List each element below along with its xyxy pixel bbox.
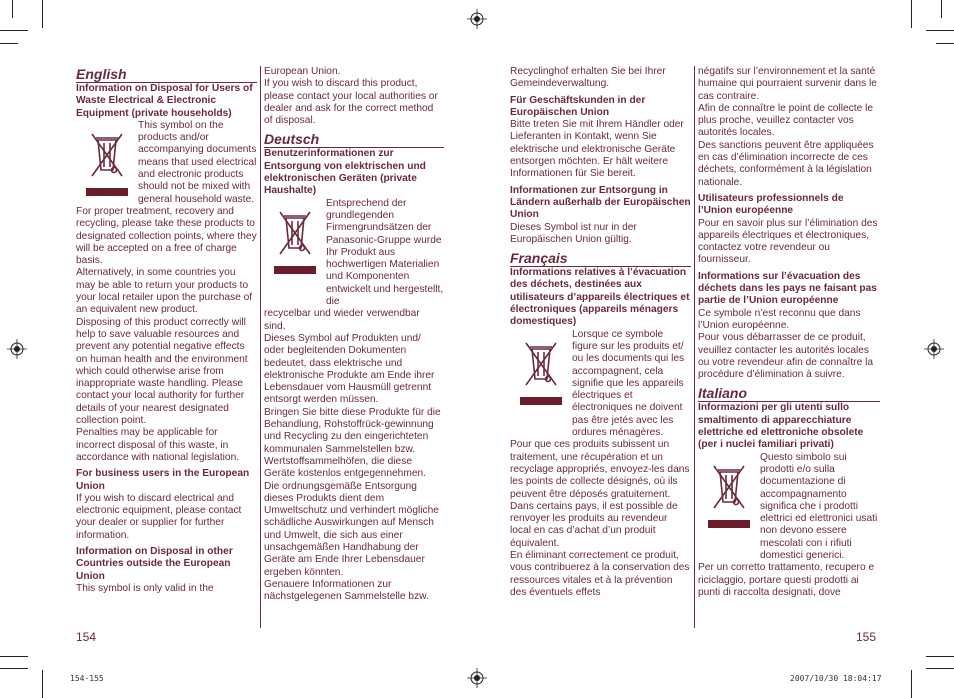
subheading: Utilisateurs professionnels de l’Union européenne	[698, 192, 844, 217]
subheading: Information on Disposal for Users of Waste Electrical & Electronic Equipment (private households)	[76, 83, 253, 119]
footer-timestamp: 2007/10/30 18:04:17	[790, 674, 882, 683]
paragraph: Recyclinghof erhalten Sie bei Ihrer Gemeindeverwaltung.	[510, 66, 666, 90]
page-number-left: 154	[76, 630, 97, 644]
crop-mark	[0, 656, 28, 657]
weee-figure	[698, 452, 880, 563]
paragraph: négatifs sur l’environnement et la santé humaine qui pourraient survenir dans le cas contraire.	[698, 66, 877, 102]
crop-mark	[926, 30, 954, 31]
paragraph: Des sanctions peuvent être appliquées en cas d’élimination incorrecte de ces déchets, conformément à la législation nationale.	[698, 139, 874, 188]
paragraph: Alternatively, in some countries you may be able to return your products to your local retailer upon the purchase of an equivalent new product.	[76, 267, 253, 316]
crop-mark	[0, 668, 28, 669]
crossed-bin-icon	[76, 120, 136, 200]
paragraph: This symbol is only valid in the	[76, 582, 214, 594]
paragraph: En éliminant correctement ce produit, vous contribuerez à la conservation des ressources vitales et à la prévention des éventuels effets	[510, 549, 690, 598]
column-francais	[510, 66, 691, 628]
paragraph: Dans certains pays, il est possible de renvoyer les produits au revendeur local en cas d’achat d’un produit équivalent.	[510, 500, 678, 549]
crop-mark	[911, 670, 912, 698]
paragraph: Ce symbole n’est reconnu que dans l’Union européenne.	[698, 307, 861, 331]
column-italiano	[698, 66, 880, 628]
column-divider	[694, 66, 695, 628]
figure-text: This symbol on the products and/or accompanying documents means that used electrical and electronic products should not be mixed with general household waste.	[138, 119, 257, 205]
paragraph: Bitte treten Sie mit Ihrem Händler oder Lieferanten in Kontakt, wenn Sie elektrische und elektronische Geräte entsorgen möchten. Er hält weitere Informationen für Sie bereit.	[510, 119, 684, 180]
registration-mark-icon	[467, 9, 487, 29]
crop-mark	[941, 0, 942, 18]
crop-mark	[42, 0, 43, 28]
paragraph: European Union.	[264, 66, 341, 77]
subheading: Informations sur l’évacuation des déchets dans les pays ne faisant pas partie de l’Union européenne	[698, 270, 877, 307]
crop-mark	[12, 0, 13, 18]
weee-figure	[264, 198, 444, 309]
paragraph: For proper treatment, recovery and recycling, please take these products to designated collection points, where they will be accepted on a free of charge basis.	[76, 205, 257, 267]
paragraph: Pour que ces produits subissent un traitement, une récupération et un recyclage appropriés, envoyez-les dans les points de collecte désignés, où ils peuvent être déposés gratuitement.	[510, 439, 690, 500]
figure-text: Entsprechend der grundlegenden Firmengrundsätzen der Panasonic-Gruppe wurde Ihr Produkt aus hochwertigen Materialien und Komponenten entwickelt und hergestellt, die	[326, 197, 444, 308]
paragraph: If you wish to discard electrical and electronic equipment, please contact your dealer or supplier for further information.	[76, 492, 242, 541]
subheading: Information on Disposal in other Countries outside the European Union	[76, 545, 233, 582]
crossed-bin-icon	[264, 198, 324, 278]
figure-text: Questo simbolo sui prodotti e/o sulla documentazione di accompagnamento significa che i prodotti elettrici ed elettronici usati non devono essere mescolati con i rifiuti domestici generici.	[760, 451, 878, 561]
registration-mark-icon	[924, 339, 944, 359]
paragraph: Per un corretto trattamento, recupero e riciclaggio, portare questi prodotti ai punti di raccolta designati, dove	[698, 562, 875, 598]
crop-mark	[0, 43, 18, 44]
paragraph: Dieses Symbol ist nur in der Europäischen Union gültig.	[510, 221, 637, 245]
paragraph: Bringen Sie bitte diese Produkte für die Behandlung, Rohstoffrück-gewinnung und Recycling zu den eingerichteten kommunalen Sammelstellen bzw. Wertstoffsammelhöfen, die diese Geräte kostenlos entgegennehmen.	[264, 406, 441, 480]
paragraph: Penalties may be applicable for incorrect disposal of this waste, in accordance with national legislation.	[76, 427, 240, 463]
figure-text: Lorsque ce symbole figure sur les produits et/ ou les documents qui les accompagnent, cela signifie que les appareils électriques et électroniques ne doivent pas être jetés avec les ordures ménagères.	[572, 328, 685, 439]
subheading: Benutzerinformationen zur Entsorgung von elektrischen und elektronischen Geräten (private Haushalte)	[264, 148, 426, 197]
paragraph: recycelbar und wieder verwendbar sind.	[264, 308, 420, 332]
crop-mark	[42, 670, 43, 698]
paragraph: Disposing of this product correctly will help to save valuable resources and prevent any potential negative effects on human health and the environment which could otherwise arise from inappropriate waste handling. Please contact your local authority for further details of your nearest designated collection point.	[76, 316, 248, 427]
footer-file-label: 154-155	[70, 674, 104, 683]
crop-mark	[911, 0, 912, 28]
column-english	[76, 66, 257, 628]
subheading: Informationen zur Entsorgung in Ländern außerhalb der Europäischen Union	[510, 184, 691, 221]
paragraph: Pour vous débarrasser de ce produit, veuillez contacter les autorités locales ou votre revendeur afin de connaître la procédure d’élimination à suivre.	[698, 332, 873, 381]
paragraph: Pour en savoir plus sur l’élimination des appareils électriques et électroniques, contactez votre revendeur ou fournisseur.	[698, 217, 878, 266]
subheading: Informazioni per gli utenti sullo smaltimento di apparecchiature elettriche ed elettroniche obsolete (per i nuclei familiari privati)	[698, 402, 864, 451]
subheading: Informations relatives à l’évacuation des déchets, destinées aux utilisateurs d’appareils électriques et électroniques (appareils ménagers domestiques)	[510, 267, 690, 328]
subheading: For business users in the European Union	[76, 468, 250, 492]
page-number-right: 155	[856, 630, 877, 644]
registration-mark-icon	[467, 668, 487, 688]
crop-mark	[926, 656, 954, 657]
paragraph: Genauere Informationen zur nächstgelegenen Sammelstelle bzw.	[264, 578, 429, 603]
paragraph: Dieses Symbol auf Produkten und/ oder begleitenden Dokumenten bedeutet, dass elektrische und elektronische Produkte am Ende ihrer Lebensdauer vom Hausmüll getrennt entsorgt werden müssen.	[264, 332, 435, 406]
column-divider	[260, 66, 261, 628]
crop-mark	[0, 30, 28, 31]
crossed-bin-icon	[698, 452, 758, 532]
section-heading-francais: Français	[510, 250, 691, 267]
registration-mark-icon	[7, 339, 27, 359]
crossed-bin-icon	[510, 329, 570, 409]
crop-mark	[936, 43, 954, 44]
section-heading-english: English	[76, 66, 257, 83]
weee-figure	[510, 329, 691, 440]
paragraph: Afin de connaître le point de collecte le plus proche, veuillez contacter vos autorités locales.	[698, 102, 873, 139]
section-heading-deutsch: Deutsch	[264, 131, 444, 148]
crop-mark	[926, 668, 954, 669]
paragraph: If you wish to discard this product, please contact your local authorities or dealer and ask for the correct method of disposal.	[264, 78, 438, 127]
paragraph: Die ordnungsgemäße Entsorgung dieses Produkts dient dem Umweltschutz und verhindert mögliche schädliche Auswirkungen auf Mensch und Umwelt, die sich aus einer unsachgemäßen Handhabung der Geräte am Ende Ihrer Lebensdauer ergeben könnten.	[264, 480, 439, 578]
column-deutsch	[264, 66, 444, 628]
weee-figure	[76, 120, 257, 206]
section-heading-italiano: Italiano	[698, 385, 880, 402]
subheading: Für Geschäftskunden in der Europäischen Union	[510, 94, 646, 118]
